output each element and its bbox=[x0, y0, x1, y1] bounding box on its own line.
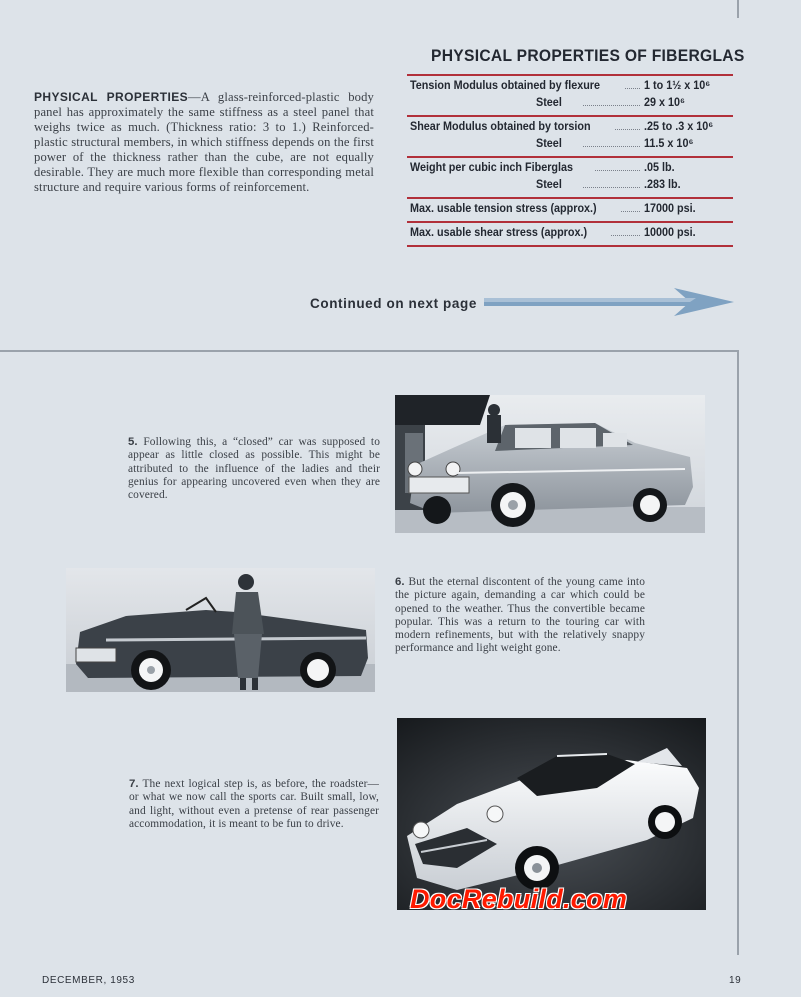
convertible-photo bbox=[66, 568, 375, 692]
property-value: 29 x 10⁶ bbox=[644, 95, 686, 109]
leader-dots bbox=[611, 235, 640, 236]
property-value: 11.5 x 10⁶ bbox=[644, 136, 694, 150]
properties-line bbox=[410, 119, 730, 136]
property-value: 1 to 1½ x 10⁶ bbox=[644, 78, 711, 92]
leader-dots bbox=[621, 211, 640, 212]
caption-6-text: But the eternal discontent of the young came into the picture again, demanding a car which could be opened to the weather. Thus the convertible became popular. This was a return to the touring car with modern refinements, but with the relatively snappy performance and light weight gone. bbox=[395, 576, 645, 655]
divider-vertical bbox=[737, 350, 739, 955]
property-name: Shear Modulus obtained by torsion bbox=[410, 119, 591, 133]
properties-line bbox=[410, 177, 730, 194]
properties-line bbox=[410, 78, 730, 95]
page-number: 19 bbox=[729, 975, 742, 986]
leader-dots bbox=[583, 146, 640, 147]
property-name: Weight per cubic inch Fiberglas bbox=[410, 160, 574, 174]
continued-note: Continued on next page bbox=[310, 296, 477, 311]
properties-line bbox=[410, 136, 730, 153]
property-name: Steel bbox=[536, 177, 562, 191]
caption-7-text: The next logical step is, as before, the roadster—or what we now call the sports car. Built small, low, and light, without even a pretense of rear passenger accommodation, it is meant to be fun to drive. bbox=[129, 778, 379, 830]
property-name: Tension Modulus obtained by flexure bbox=[410, 78, 601, 92]
intro-paragraph bbox=[34, 90, 374, 195]
sedan-photo bbox=[395, 395, 705, 533]
property-value: .05 lb. bbox=[644, 160, 675, 174]
properties-line bbox=[410, 95, 730, 112]
roadster-photo bbox=[397, 718, 706, 910]
property-name: Max. usable tension stress (approx.) bbox=[410, 201, 597, 215]
properties-row bbox=[407, 115, 733, 156]
property-value: .25 to .3 x 10⁶ bbox=[644, 119, 714, 133]
watermark: DocRebuild.com bbox=[410, 884, 628, 914]
caption-5-number: 5. bbox=[128, 436, 138, 448]
properties-row bbox=[407, 74, 733, 115]
properties-line bbox=[410, 225, 730, 242]
caption-5 bbox=[128, 436, 380, 502]
property-name: Steel bbox=[536, 136, 562, 150]
divider-horizontal bbox=[0, 350, 738, 352]
footer-date: DECEMBER, 1953 bbox=[42, 975, 135, 986]
properties-row bbox=[407, 197, 733, 221]
arrow-right-icon bbox=[484, 286, 734, 318]
leader-dots bbox=[615, 129, 640, 130]
property-value: .283 lb. bbox=[644, 177, 681, 191]
frame-line-top bbox=[737, 0, 739, 18]
leader-dots bbox=[625, 88, 640, 89]
property-name: Max. usable shear stress (approx.) bbox=[410, 225, 588, 239]
intro-body: —A glass-reinforced-plastic body panel has approximately the same stiffness as a steel panel that weighs twice as much. (Thickness ratio: 3 to 1.) Reinforced-plastic structural members, in which stiffness depends on the first power of the thickness rather than the cube, are not equally desirable. They are much more flexible than corresponding metal structure and require various forms of reinforcement. bbox=[34, 90, 375, 194]
properties-table bbox=[407, 74, 733, 247]
caption-6-number: 6. bbox=[395, 576, 405, 588]
caption-5-text: Following this, a “closed” car was supposed to appear as little closed as possible. This might be attributed to the influence of the ladies and their genius for appearing uncovered even when they are covered. bbox=[128, 436, 380, 502]
leader-dots bbox=[583, 105, 640, 106]
properties-title: PHYSICAL PROPERTIES OF FIBERGLAS bbox=[431, 46, 745, 65]
caption-6 bbox=[395, 576, 645, 656]
leader-dots bbox=[595, 170, 640, 171]
properties-line bbox=[410, 160, 730, 177]
properties-row bbox=[407, 156, 733, 197]
caption-7 bbox=[129, 778, 379, 831]
properties-line bbox=[410, 201, 730, 218]
leader-dots bbox=[583, 187, 640, 188]
property-name: Steel bbox=[536, 95, 562, 109]
intro-lead: PHYSICAL PROPERTIES bbox=[34, 90, 189, 104]
properties-row bbox=[407, 221, 733, 247]
caption-7-number: 7. bbox=[129, 778, 139, 790]
property-value: 10000 psi. bbox=[644, 225, 696, 239]
property-value: 17000 psi. bbox=[644, 201, 696, 215]
